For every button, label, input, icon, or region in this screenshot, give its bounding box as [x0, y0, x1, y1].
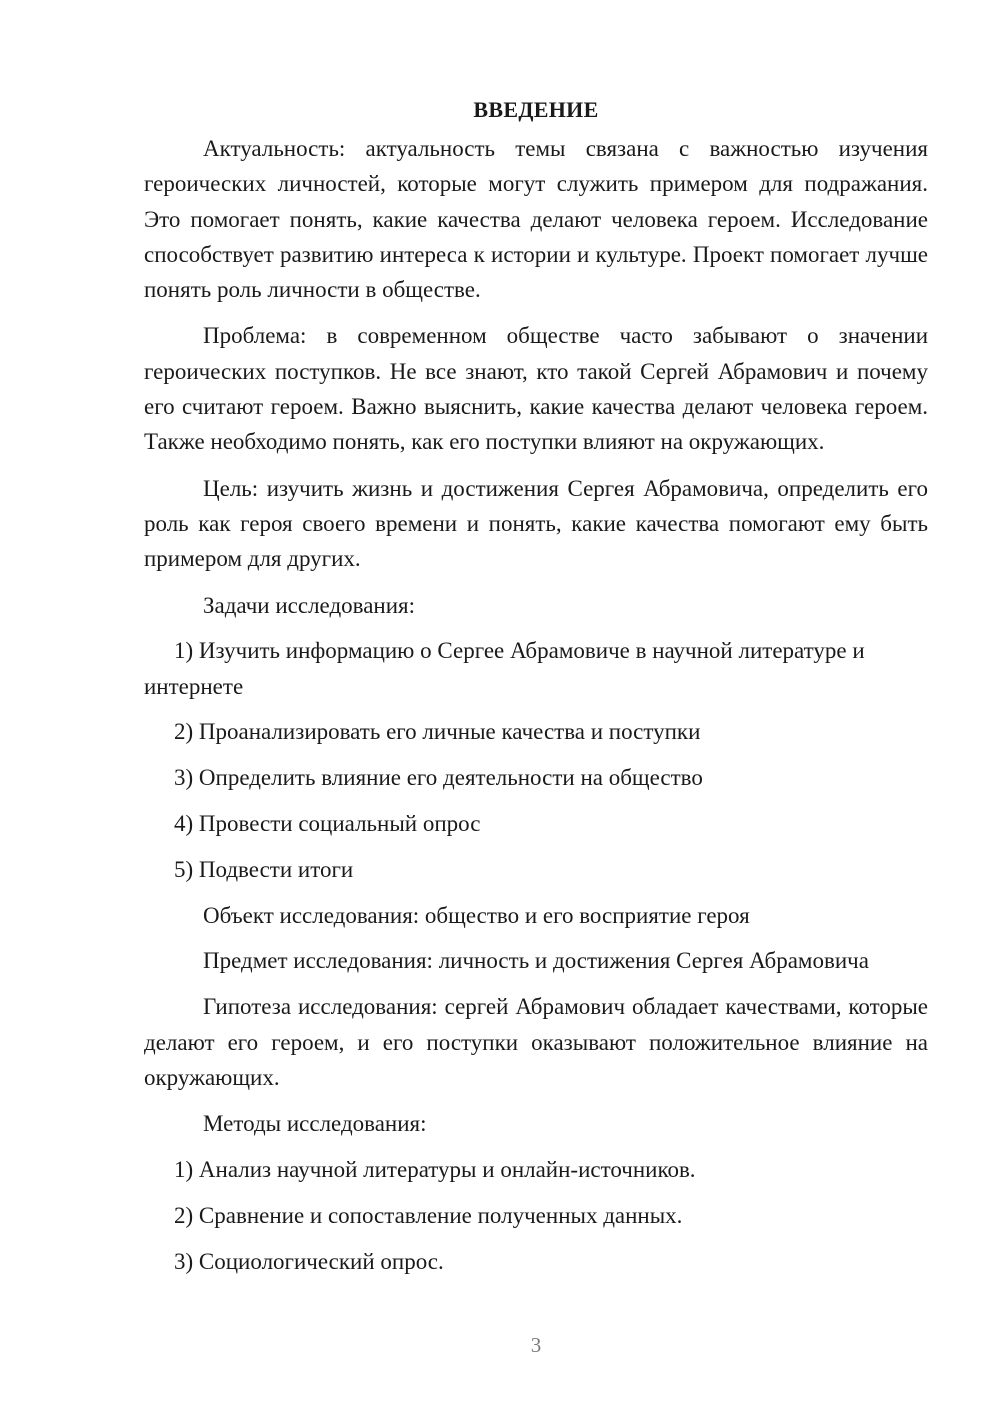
task-item-1: 1) Изучить информацию о Сергее Абрамовиче в научной литературе и интернете [144, 638, 865, 699]
page-number: 3 [530, 1333, 542, 1357]
tasks-list [144, 633, 928, 887]
document-page [144, 95, 928, 1289]
methods-list [144, 1152, 928, 1279]
hypothesis-paragraph: Гипотеза исследования: сергей Абрамович обладает качествами, которые делают его героем, и его поступки оказывают положительное влияние на окружающих. [144, 994, 928, 1090]
task-item-3: 3) Определить влияние его деятельности на общество [174, 765, 703, 791]
problem-paragraph: Проблема: в современном обществе часто забывают о значении героических поступков. Не все знают, кто такой Сергей Абрамович и почему его считают героем. Важно выяснить, какие качества делают человека героем. Также необходимо понять, как его поступки влияют на окружающих. [144, 323, 928, 455]
task-item-5: 5) Подвести итоги [174, 856, 354, 882]
task-item-2: 2) Проанализировать его личные качества и поступки [174, 719, 701, 745]
tasks-heading: Задачи исследования: [203, 592, 416, 618]
section-title: ВВЕДЕНИЕ [473, 97, 599, 122]
methods-heading: Методы исследования: [203, 1111, 427, 1137]
relevance-paragraph: Актуальность: актуальность темы связана с важностью изучения героических личностей, которые могут служить примером для подражания. Это помогает понять, какие качества делают человека героем. Исследование способствует развитию интереса к истории и культуре. Проект помогает лучше понять роль личности в обществе. [144, 136, 928, 303]
subject-line: Предмет исследования: личность и достижения Сергея Абрамовича [203, 948, 869, 974]
object-line: Объект исследования: общество и его восприятие героя [203, 902, 750, 928]
method-item-1: 1) Анализ научной литературы и онлайн-источников. [174, 1156, 696, 1182]
method-item-3: 3) Социологический опрос. [174, 1248, 444, 1274]
task-item-4: 4) Провести социальный опрос [174, 811, 481, 837]
method-item-2: 2) Сравнение и сопоставление полученных данных. [174, 1202, 683, 1228]
goal-paragraph: Цель: изучить жизнь и достижения Сергея Абрамовича, определить его роль как героя своего времени и понять, какие качества помогают ему быть примером для других. [144, 475, 928, 572]
